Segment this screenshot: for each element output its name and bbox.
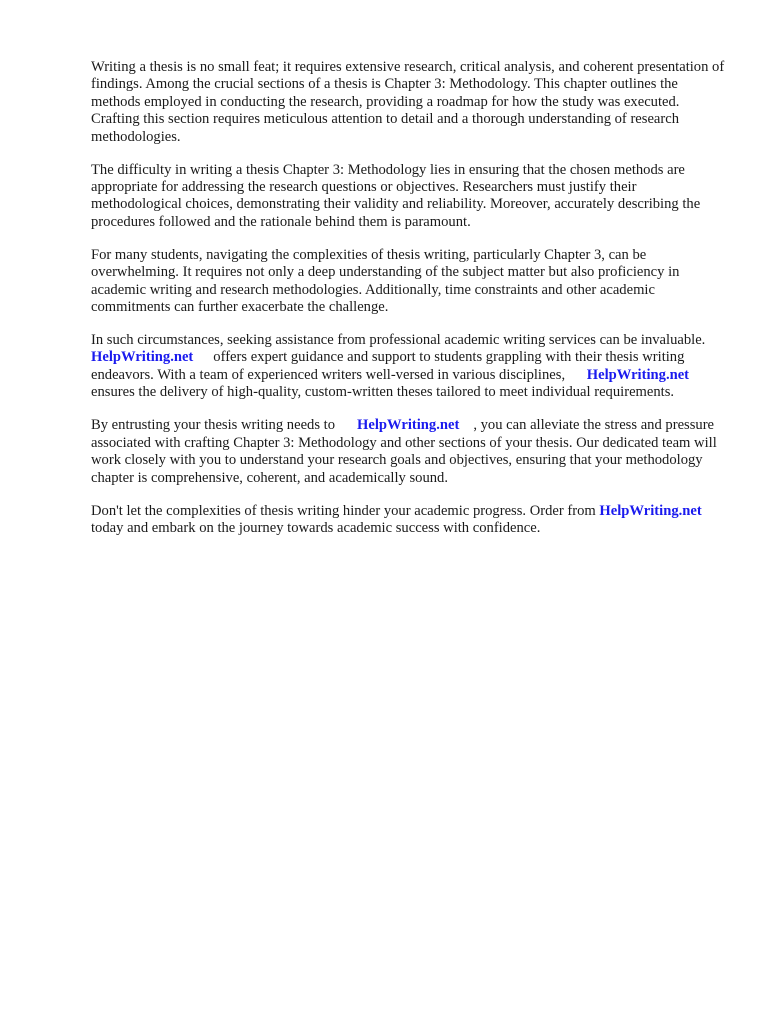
paragraph-students: For many students, navigating the complexities of thesis writing, particularly Chapter 3, can be overwhelming. It requires not only a deep understanding of the subject matter but also proficiency in academic writing and research methodologies. Additionally, time constraints and other academic commitments can further exacerbate the challenge. bbox=[91, 246, 680, 316]
paragraph-call-to-action bbox=[91, 503, 727, 538]
paragraph-intro: Writing a thesis is no small feat; it requires extensive research, critical analysis, and coherent presentation of findings. Among the crucial sections of a thesis is Chapter 3: Methodology. This chapter outlines the methods employed in conducting the research, providing a roadmap for how the study was executed. Crafting this section requires meticulous attention to detail and a thorough understanding of research methodologies. bbox=[91, 59, 725, 145]
paragraph-entrusting-text-2: , you can alleviate the stress and pressure associated with crafting Chapter 3: Methodology and other sections of your thesis. Our dedicated team will work closely with you to understand your research goals and objectives, ensuring that your methodology chapter is comprehensive, coherent, and academically sound. bbox=[91, 417, 717, 486]
paragraph-assistance-text-3: ensures the delivery of high-quality, custom-written theses tailored to meet individual requirements. bbox=[91, 384, 675, 401]
paragraph-assistance bbox=[91, 332, 727, 402]
paragraph-entrusting-text-1: By entrusting your thesis writing needs to bbox=[91, 417, 336, 434]
document-body bbox=[91, 59, 727, 553]
helpwriting-link-2[interactable]: HelpWriting.net bbox=[586, 366, 690, 383]
helpwriting-link-4[interactable]: HelpWriting.net bbox=[599, 502, 702, 519]
helpwriting-link-1[interactable]: HelpWriting.net bbox=[91, 349, 194, 366]
paragraph-assistance-text-2: offers expert guidance and support to students grappling with their thesis writing endeavors. With a team of experienced writers well-versed in various disciplines, bbox=[91, 349, 685, 383]
helpwriting-link-3[interactable]: HelpWriting.net bbox=[357, 417, 460, 434]
paragraph-entrusting bbox=[91, 417, 727, 487]
paragraph-cta-text-2: today and embark on the journey towards academic success with confidence. bbox=[91, 519, 541, 536]
paragraph-cta-text-1: Don't let the complexities of thesis writing hinder your academic progress. Order from bbox=[91, 502, 596, 519]
paragraph-assistance-text-1: In such circumstances, seeking assistance from professional academic writing services can be invaluable. bbox=[91, 332, 706, 349]
paragraph-difficulty: The difficulty in writing a thesis Chapter 3: Methodology lies in ensuring that the chosen methods are appropriate for addressing the research questions or objectives. Researchers must justify their methodological choices, demonstrating their validity and reliability. Moreover, accurately describing the procedures followed and the rationale behind them is paramount. bbox=[91, 161, 701, 230]
